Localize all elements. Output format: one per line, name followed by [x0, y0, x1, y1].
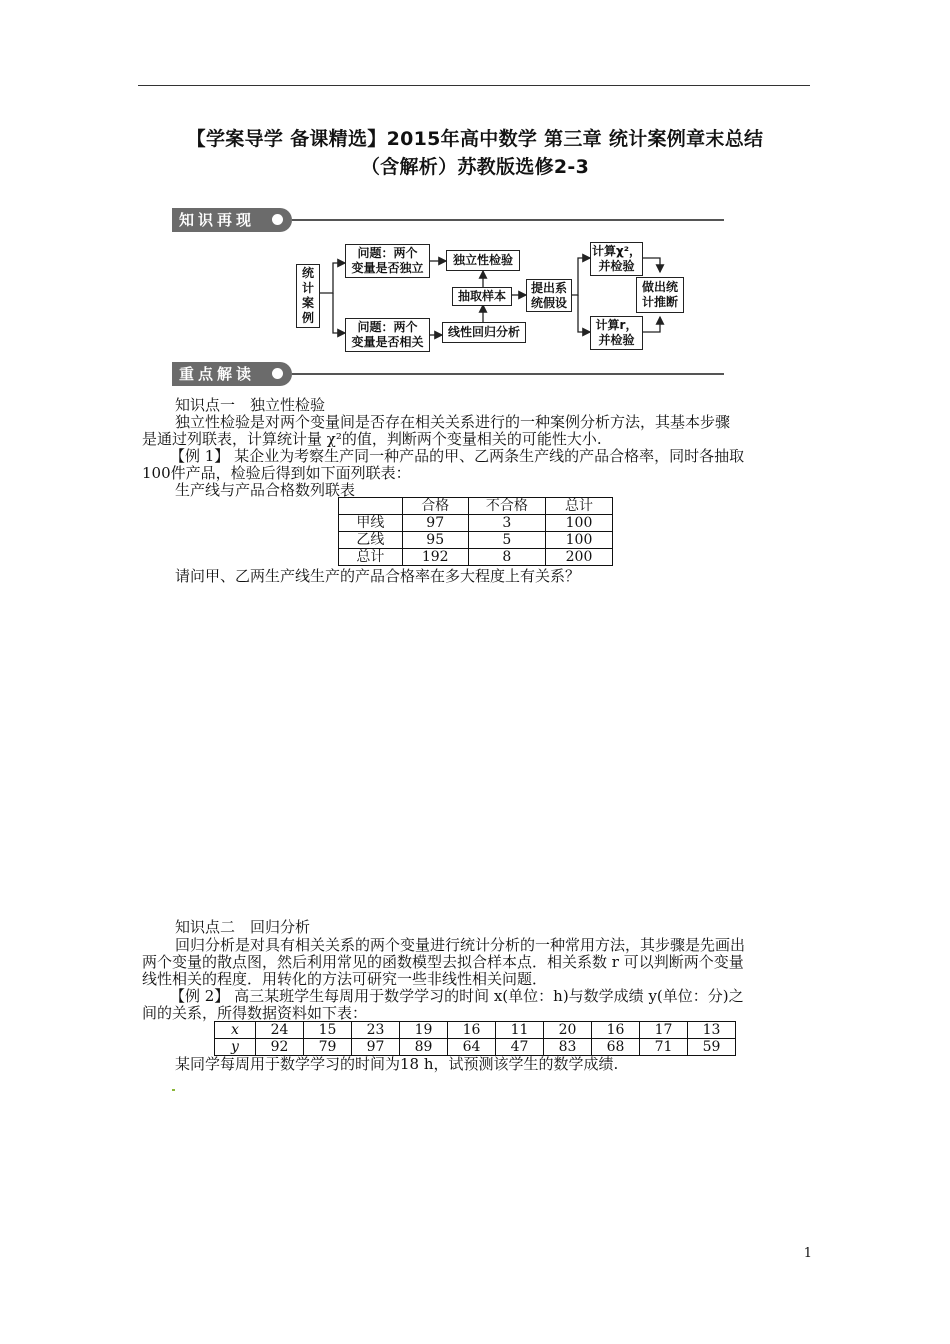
example1-question: 请问甲、乙两生产线生产的产品合格率在多大程度上有关系？ [175, 567, 581, 585]
study-time-score-table [214, 1021, 736, 1056]
flow-node-inference [636, 277, 684, 313]
flow-text: 问题：两个 [357, 246, 418, 260]
row-label-x: x [215, 1022, 256, 1039]
section-label: 知识再现 [172, 208, 292, 232]
table-header-cell [339, 498, 403, 515]
table-row [339, 549, 613, 566]
table-cell: 23 [352, 1022, 400, 1039]
table-cell: 97 [352, 1039, 400, 1056]
table-cell: 16 [448, 1022, 496, 1039]
table-cell: 97 [402, 515, 468, 532]
flow-node-chi-square [590, 242, 643, 276]
table-cell: 192 [402, 549, 468, 566]
table-cell: 100 [546, 532, 613, 549]
table-header-row [339, 498, 613, 515]
table-cell: 95 [402, 532, 468, 549]
page-number: 1 [803, 1246, 812, 1261]
section-label: 重点解读 [172, 362, 292, 386]
table-cell: 11 [496, 1022, 544, 1039]
point2-body-line1: 回归分析是对具有相关关系的两个变量进行统计分析的一种常用方法，其步骤是先画出 [175, 936, 746, 954]
table-cell: 16 [592, 1022, 640, 1039]
point1-body-line1: 独立性检验是对两个变量间是否存在相关关系进行的一种案例分析方法，其基本步骤 [175, 413, 731, 431]
contingency-table [338, 497, 613, 566]
table-row-y [215, 1039, 736, 1056]
point2-body-line2: 两个变量的散点图，然后利用常见的函数模型去拟合样本点．相关系数 r 可以判断两个变量 [142, 953, 744, 971]
table-cell: 总计 [339, 549, 403, 566]
flow-root-char: 计 [301, 281, 314, 295]
table-cell: 68 [592, 1039, 640, 1056]
table-cell: 13 [688, 1022, 736, 1039]
table-cell: 100 [546, 515, 613, 532]
table-row-x [215, 1022, 736, 1039]
example2-line1: 【例 2】 高三某班学生每周用于数学学习的时间 x(单位：h)与数学成绩 y(单位：分)之 [170, 987, 744, 1005]
flow-text: 统假设 [530, 295, 567, 310]
table-cell: 47 [496, 1039, 544, 1056]
table-cell: 19 [400, 1022, 448, 1039]
row-label-y: y [215, 1039, 256, 1056]
table-cell: 24 [256, 1022, 304, 1039]
table-cell: 3 [468, 515, 545, 532]
table-cell: 89 [400, 1039, 448, 1056]
example2-question: 某同学每周用于数学学习的时间为18 h，试预测该学生的数学成绩. [175, 1055, 619, 1073]
flow-text: 计算χ²， [592, 244, 641, 258]
table-cell: 15 [304, 1022, 352, 1039]
flow-text: 问题：两个 [357, 320, 418, 334]
table-cell: 59 [688, 1039, 736, 1056]
point1-body-line2: 是通过列联表，计算统计量 χ²的值，判断两个变量相关的可能性大小. [142, 430, 602, 448]
table1-caption: 生产线与产品合格数列联表 [175, 481, 356, 499]
flowchart [0, 0, 950, 360]
flow-node-question-correlated [345, 318, 430, 352]
table-cell: 200 [546, 549, 613, 566]
table-cell: 92 [256, 1039, 304, 1056]
flow-node-sampling: 抽取样本 [452, 287, 512, 306]
table-cell: 64 [448, 1039, 496, 1056]
table-cell: 17 [640, 1022, 688, 1039]
flow-node-independence-test: 独立性检验 [446, 250, 520, 271]
table-header-cell: 不合格 [468, 498, 545, 515]
flow-text: 计算r， [595, 318, 638, 332]
flow-node-regression: 线性回归分析 [442, 322, 526, 343]
section-rule [292, 373, 724, 375]
bullet-dot-icon [272, 368, 283, 379]
flow-node-r-calc [590, 316, 643, 350]
flow-root-char: 统 [301, 266, 314, 280]
example1-line1: 【例 1】 某企业为考察生产同一种产品的甲、乙两条生产线的产品合格率，同时各抽取 [170, 447, 745, 465]
page-title-line1: 【学案导学 备课精选】2015年高中数学 第三章 统计案例章末总结 [186, 128, 764, 150]
table-cell: 乙线 [339, 532, 403, 549]
flow-root-char: 例 [301, 311, 314, 325]
table-cell: 8 [468, 549, 545, 566]
table-cell: 20 [544, 1022, 592, 1039]
point2-heading: 知识点二 回归分析 [175, 918, 311, 936]
flow-text: 变量是否相关 [351, 335, 424, 349]
flow-node-question-independent [345, 244, 430, 278]
table-cell: 79 [304, 1039, 352, 1056]
flow-node-hypothesis [526, 279, 572, 312]
table-cell: 甲线 [339, 515, 403, 532]
example1-line2: 100件产品，检验后得到如下面列联表： [142, 464, 411, 482]
table-cell: 71 [640, 1039, 688, 1056]
flow-text: 并检验 [598, 259, 635, 273]
table-cell: 5 [468, 532, 545, 549]
flow-text: 计推断 [641, 295, 678, 309]
flow-text: 变量是否独立 [351, 261, 424, 275]
table-row [339, 515, 613, 532]
example2-line2: 间的关系，所得数据资料如下表： [142, 1004, 368, 1022]
scan-mark [172, 1089, 175, 1091]
flowchart-connectors [0, 0, 950, 360]
flow-text: 提出系 [530, 280, 567, 295]
table-header-cell: 合格 [402, 498, 468, 515]
table-header-cell: 总计 [546, 498, 613, 515]
page-title-line2: （含解析）苏教版选修2-3 [360, 156, 590, 178]
point2-body-line3: 线性相关的程度．用转化的方法可研究一些非线性相关问题． [142, 970, 548, 988]
flow-node-root [296, 264, 320, 328]
table-cell: 83 [544, 1039, 592, 1056]
point1-heading: 知识点一 独立性检验 [175, 396, 326, 414]
table-row [339, 532, 613, 549]
flow-text: 并检验 [598, 333, 635, 347]
flow-root-char: 案 [301, 296, 314, 310]
flow-text: 做出统 [641, 280, 678, 294]
